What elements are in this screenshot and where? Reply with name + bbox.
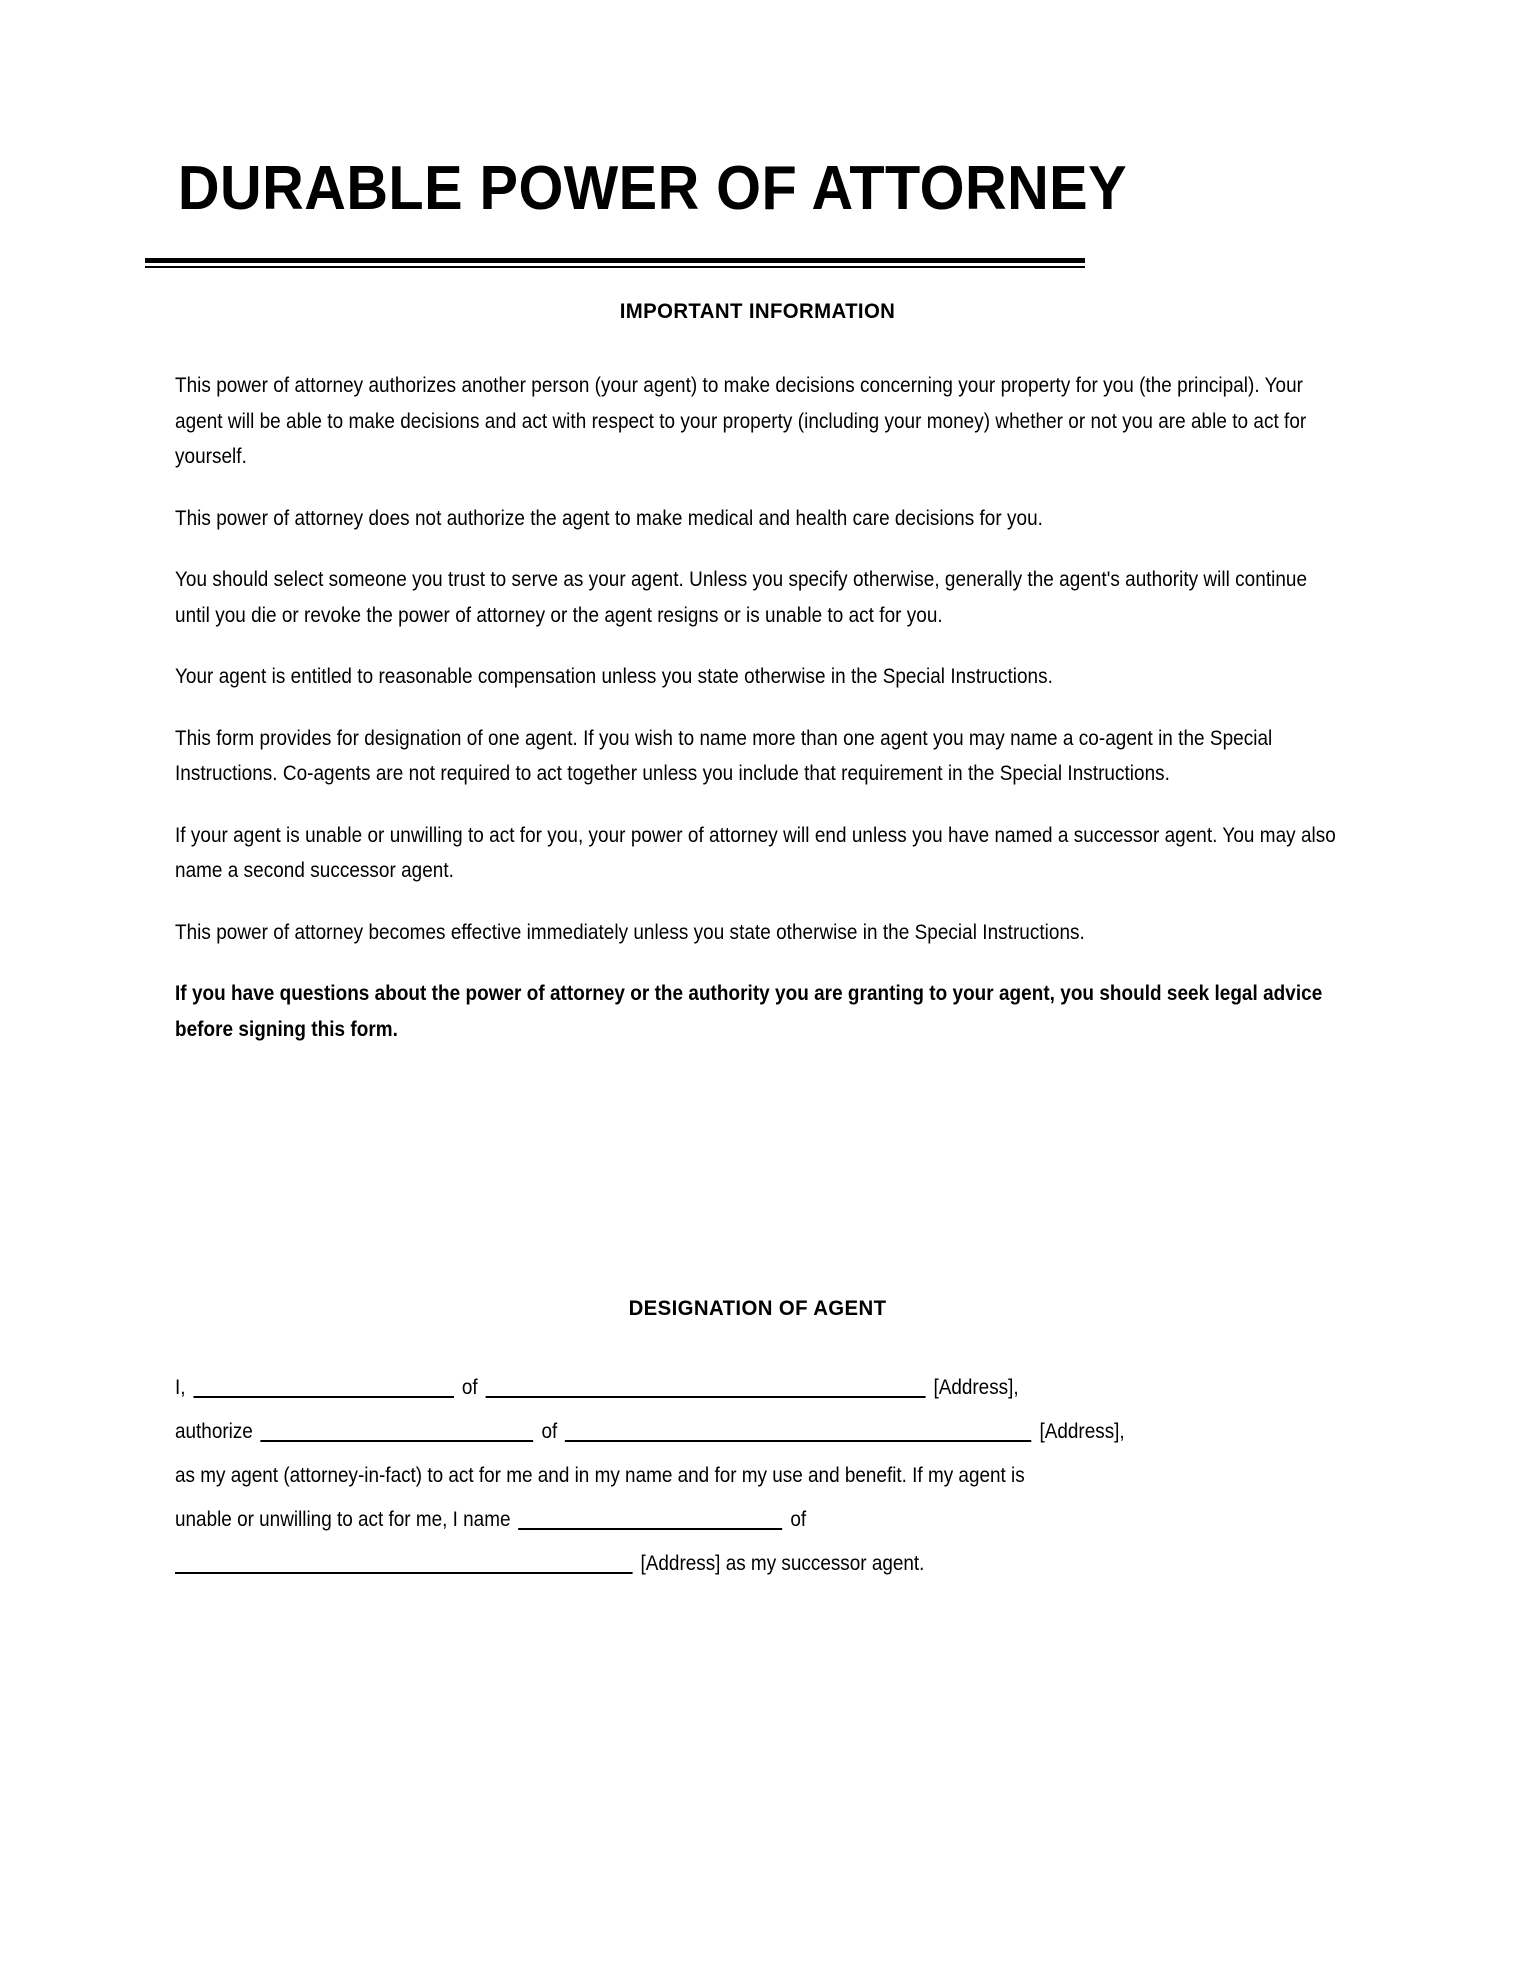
text-successor-suffix: [Address] as my successor agent.: [640, 1551, 925, 1575]
form-line-successor-name: [175, 1497, 1339, 1541]
section-heading-important-information: IMPORTANT INFORMATION: [619, 300, 896, 323]
label-of-2: of: [541, 1419, 558, 1443]
important-information-section: [175, 300, 1340, 1047]
agent-name-field[interactable]: [261, 1419, 534, 1442]
text-agent-powers: as my agent (attorney-in-fact) to act for me and in my name and for my use and benefit. If my agent is: [175, 1463, 1025, 1487]
paragraph-one-agent-designation: This form provides for designation of one agent. If you wish to name more than one agent you may name a co-agent in the Special Instructions. Co-agents are not required to act together unless you include that requirement in the Special Instructions.: [175, 725, 1273, 785]
paragraph-seek-legal-advice: If you have questions about the power of attorney or the authority you are granting to your agent, you should seek legal advice before signing this form.: [175, 981, 1323, 1041]
title-rule-thin: [145, 266, 1085, 268]
paragraph-successor-agent: If your agent is unable or unwilling to act for you, your power of attorney will end unless you have named a successor agent. You may also name a second successor agent.: [175, 822, 1336, 882]
form-line-agent-powers: [175, 1453, 1339, 1497]
designation-form: [175, 1365, 1339, 1585]
label-address-2: [Address],: [1039, 1419, 1125, 1443]
successor-name-field[interactable]: [518, 1507, 782, 1530]
label-address-1: [Address],: [933, 1375, 1019, 1399]
paragraph-authorizes-agent: This power of attorney authorizes another person (your agent) to make decisions concerning your property for you (the principal). Your agent will be able to make decisions and act with respect to your property (including your money) whether or not you are able to act for yourself.: [175, 373, 1307, 468]
principal-address-field[interactable]: [486, 1375, 926, 1398]
label-of-1: of: [461, 1375, 478, 1399]
designation-of-agent-section: [175, 1297, 1340, 1585]
paragraph-reasonable-compensation: Your agent is entitled to reasonable compensation unless you state otherwise in the Special Instructions.: [175, 664, 1053, 688]
paragraph-select-trusted-agent: You should select someone you trust to serve as your agent. Unless you specify otherwise, generally the agent's authority will continue until you die or revoke the power of attorney or the agent resigns or is unable to act for you.: [175, 567, 1308, 627]
form-line-successor-address: [175, 1541, 1339, 1585]
label-authorize: authorize: [175, 1419, 253, 1443]
document-title-block: [145, 154, 1128, 268]
form-line-principal: [175, 1365, 1339, 1409]
form-line-agent: [175, 1409, 1339, 1453]
principal-name-field[interactable]: [193, 1375, 453, 1398]
label-i: I,: [175, 1375, 186, 1399]
heading-spacer: [175, 324, 1340, 368]
agent-address-field[interactable]: [565, 1419, 1031, 1442]
title-rule-thick: [145, 258, 1085, 263]
paragraph-no-medical-decisions: This power of attorney does not authorize the agent to make medical and health care decisions for you.: [175, 505, 1043, 530]
text-successor-intro: unable or unwilling to act for me, I name: [175, 1507, 511, 1531]
label-of-3: of: [790, 1507, 807, 1531]
page-title: DURABLE POWER OF ATTORNEY: [177, 154, 1128, 223]
section-heading-designation-of-agent: DESIGNATION OF AGENT: [628, 1297, 887, 1320]
successor-address-field[interactable]: [175, 1551, 633, 1574]
paragraph-effective-immediately: This power of attorney becomes effective immediately unless you state otherwise in the Special Instructions.: [175, 919, 1085, 944]
